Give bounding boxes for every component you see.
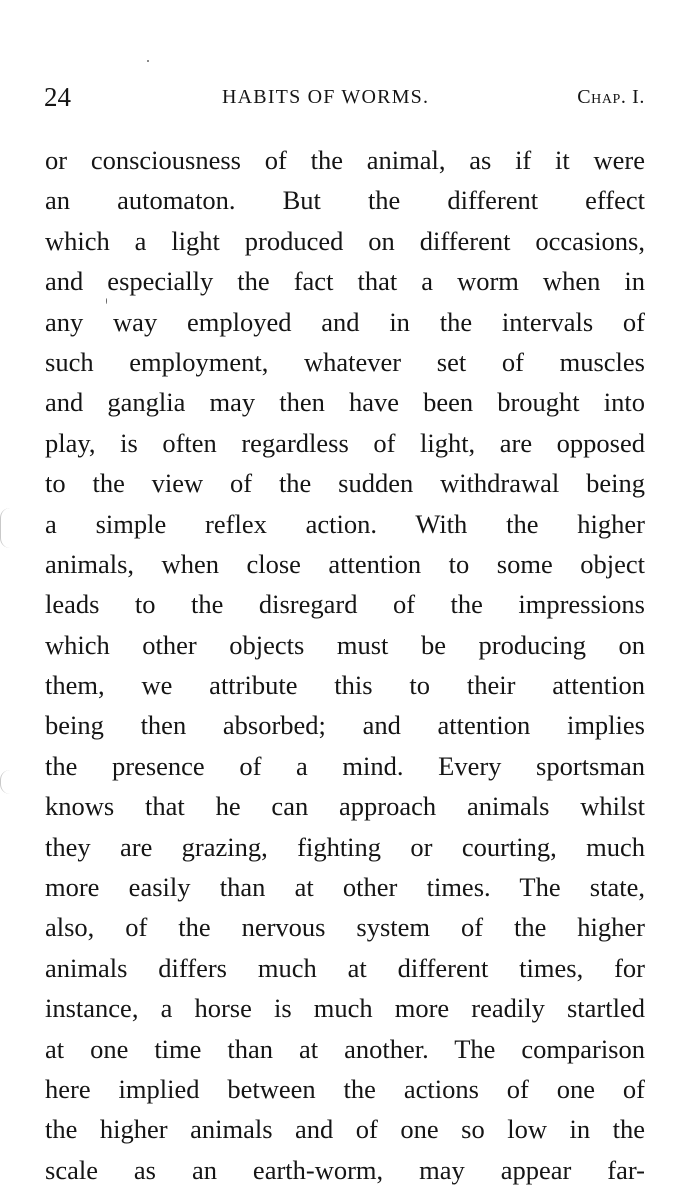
text-line: or consciousness of the animal, as if it were bbox=[45, 145, 645, 175]
text-line: the higher animals and of one so low in the bbox=[45, 1114, 645, 1145]
page-edge-mark bbox=[0, 508, 13, 548]
text-line: and ganglia may then have been brought into bbox=[45, 387, 645, 418]
text-line: to the view of the sudden withdrawal being bbox=[45, 468, 645, 499]
text-line: animals differs much at different times, for bbox=[45, 952, 645, 983]
text-line: the presence of a mind. Every sportsman bbox=[45, 750, 645, 781]
page-number: 24 bbox=[44, 82, 71, 112]
text-line: here implied between the actions of one of bbox=[45, 1073, 645, 1104]
chapter-label: Chap. I. bbox=[577, 86, 645, 108]
text-line: knows that he can approach animals whilst bbox=[45, 791, 645, 822]
text-line: such employment, whatever set of muscles bbox=[45, 346, 645, 377]
text-line: play, is often regardless of light, are opposed bbox=[45, 427, 645, 458]
body-text bbox=[45, 140, 645, 1190]
ink-speck bbox=[147, 60, 149, 62]
running-title: HABITS OF WORMS. bbox=[222, 86, 430, 108]
running-header bbox=[44, 82, 645, 116]
text-line: any way employed and in the intervals of bbox=[45, 306, 645, 337]
text-line: which other objects must be producing on bbox=[45, 629, 645, 660]
text-line: more easily than at other times. The state, bbox=[45, 872, 645, 903]
text-line: instance, a horse is much more readily startled bbox=[45, 993, 645, 1024]
text-line: animals, when close attention to some object bbox=[45, 548, 645, 579]
page-edge-mark bbox=[0, 770, 13, 794]
text-line: which a light produced on different occasions, bbox=[45, 225, 645, 256]
text-line: an automaton. But the different effect bbox=[45, 185, 645, 216]
text-line: scale as an earth-worm, may appear far- bbox=[45, 1154, 645, 1185]
text-line: them, we attribute this to their attention bbox=[45, 670, 645, 701]
text-line: also, of the nervous system of the higher bbox=[45, 912, 645, 943]
text-line: a simple reflex action. With the higher bbox=[45, 508, 645, 539]
text-line: and especially the fact that a worm when in bbox=[45, 266, 645, 297]
text-line: they are grazing, fighting or courting, much bbox=[45, 831, 645, 862]
text-line: being then absorbed; and attention implies bbox=[45, 710, 645, 741]
text-line: leads to the disregard of the impressions bbox=[45, 589, 645, 620]
text-line: at one time than at another. The comparison bbox=[45, 1033, 645, 1064]
